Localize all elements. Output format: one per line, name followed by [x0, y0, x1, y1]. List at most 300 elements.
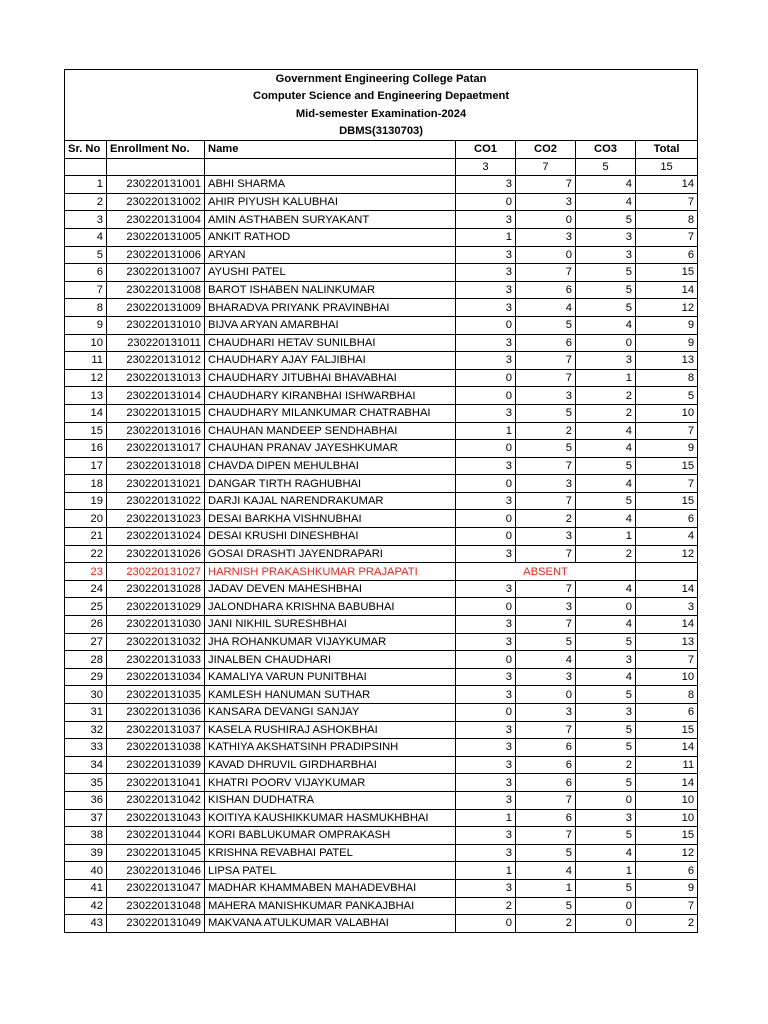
enrollment-cell: 230220131044 — [107, 827, 205, 845]
total-cell: 12 — [636, 299, 698, 317]
col-header-sr: Sr. No — [65, 141, 107, 159]
co3-cell: 0 — [576, 334, 636, 352]
co2-cell: 5 — [516, 440, 576, 458]
enrollment-cell: 230220131030 — [107, 616, 205, 634]
table-row — [65, 827, 698, 845]
enrollment-cell: 230220131039 — [107, 756, 205, 774]
max-co2: 7 — [516, 158, 576, 176]
co2-cell: 3 — [516, 228, 576, 246]
enrollment-cell: 230220131036 — [107, 704, 205, 722]
sr-no-cell: 32 — [65, 721, 107, 739]
table-row — [65, 862, 698, 880]
sr-no-cell: 19 — [65, 492, 107, 510]
enrollment-cell: 230220131004 — [107, 211, 205, 229]
co1-cell: 3 — [456, 580, 516, 598]
enrollment-cell: 230220131013 — [107, 369, 205, 387]
co3-cell: 4 — [576, 316, 636, 334]
table-row — [65, 633, 698, 651]
enrollment-cell: 230220131001 — [107, 176, 205, 194]
name-cell: KRISHNA REVABHAI PATEL — [205, 844, 456, 862]
column-header-row — [65, 141, 698, 159]
co1-cell: 0 — [456, 316, 516, 334]
col-header-co2: CO2 — [516, 141, 576, 159]
name-cell: DARJI KAJAL NARENDRAKUMAR — [205, 492, 456, 510]
total-cell: 10 — [636, 791, 698, 809]
enrollment-cell: 230220131033 — [107, 651, 205, 669]
name-cell: AMIN ASTHABEN SURYAKANT — [205, 211, 456, 229]
sr-no-cell: 18 — [65, 475, 107, 493]
total-cell: 3 — [636, 598, 698, 616]
name-cell: ABHI SHARMA — [205, 176, 456, 194]
col-header-total: Total — [636, 141, 698, 159]
enrollment-cell: 230220131038 — [107, 739, 205, 757]
enrollment-cell: 230220131047 — [107, 879, 205, 897]
total-cell: 6 — [636, 246, 698, 264]
co2-cell: 0 — [516, 246, 576, 264]
enrollment-cell: 230220131005 — [107, 228, 205, 246]
total-cell: 7 — [636, 422, 698, 440]
col-header-co1: CO1 — [456, 141, 516, 159]
co1-cell: 3 — [456, 299, 516, 317]
co3-cell: 0 — [576, 897, 636, 915]
co2-cell: 2 — [516, 915, 576, 933]
co1-cell: 0 — [456, 651, 516, 669]
total-cell: 6 — [636, 510, 698, 528]
co2-cell: 3 — [516, 528, 576, 546]
co3-cell: 4 — [576, 475, 636, 493]
name-cell: CHAUDHARY JITUBHAI BHAVABHAI — [205, 369, 456, 387]
co2-cell: 3 — [516, 668, 576, 686]
max-empty-cell — [65, 158, 107, 176]
name-cell: AYUSHI PATEL — [205, 264, 456, 282]
co2-cell: 0 — [516, 686, 576, 704]
sr-no-cell: 9 — [65, 316, 107, 334]
table-row — [65, 545, 698, 563]
total-cell: 7 — [636, 193, 698, 211]
name-cell: JANI NIKHIL SURESHBHAI — [205, 616, 456, 634]
table-row — [65, 616, 698, 634]
sr-no-cell: 12 — [65, 369, 107, 387]
name-cell: KISHAN DUDHATRA — [205, 791, 456, 809]
co3-cell: 2 — [576, 387, 636, 405]
name-cell: MAKVANA ATULKUMAR VALABHAI — [205, 915, 456, 933]
co3-cell: 4 — [576, 844, 636, 862]
co2-cell: 5 — [516, 633, 576, 651]
co1-cell: 3 — [456, 352, 516, 370]
co2-cell: 6 — [516, 809, 576, 827]
name-cell: GOSAI DRASHTI JAYENDRAPARI — [205, 545, 456, 563]
co3-cell: 0 — [576, 598, 636, 616]
co1-cell: 3 — [456, 686, 516, 704]
college-title: Government Engineering College Patan — [65, 70, 698, 88]
total-cell: 9 — [636, 334, 698, 352]
co3-cell: 5 — [576, 774, 636, 792]
sr-no-cell: 4 — [65, 228, 107, 246]
enrollment-cell: 230220131049 — [107, 915, 205, 933]
co3-cell: 5 — [576, 721, 636, 739]
co3-cell: 3 — [576, 809, 636, 827]
sr-no-cell: 8 — [65, 299, 107, 317]
co1-cell: 3 — [456, 721, 516, 739]
co1-cell: 0 — [456, 440, 516, 458]
max-empty-cell — [107, 158, 205, 176]
co3-cell: 4 — [576, 440, 636, 458]
co2-cell: 7 — [516, 457, 576, 475]
co2-cell: 7 — [516, 545, 576, 563]
co3-cell: 5 — [576, 457, 636, 475]
total-cell: 10 — [636, 404, 698, 422]
table-row — [65, 264, 698, 282]
name-cell: KORI BABLUKUMAR OMPRAKASH — [205, 827, 456, 845]
total-cell: 15 — [636, 457, 698, 475]
sr-no-cell: 24 — [65, 580, 107, 598]
table-row — [65, 809, 698, 827]
name-cell: KAMLESH HANUMAN SUTHAR — [205, 686, 456, 704]
co3-cell: 5 — [576, 633, 636, 651]
enrollment-cell: 230220131041 — [107, 774, 205, 792]
total-cell: 12 — [636, 844, 698, 862]
total-cell: 12 — [636, 545, 698, 563]
co2-cell: 6 — [516, 774, 576, 792]
department-title: Computer Science and Engineering Depaetment — [65, 88, 698, 106]
sr-no-cell: 38 — [65, 827, 107, 845]
co2-cell: 3 — [516, 598, 576, 616]
enrollment-cell: 230220131043 — [107, 809, 205, 827]
enrollment-cell: 230220131046 — [107, 862, 205, 880]
table-row — [65, 774, 698, 792]
sr-no-cell: 27 — [65, 633, 107, 651]
total-cell: 9 — [636, 879, 698, 897]
table-row — [65, 668, 698, 686]
name-cell: DANGAR TIRTH RAGHUBHAI — [205, 475, 456, 493]
co2-cell: 6 — [516, 281, 576, 299]
co1-cell: 3 — [456, 281, 516, 299]
co3-cell: 4 — [576, 510, 636, 528]
sr-no-cell: 30 — [65, 686, 107, 704]
co3-cell: 1 — [576, 528, 636, 546]
co1-cell: 3 — [456, 844, 516, 862]
co1-cell: 0 — [456, 387, 516, 405]
enrollment-cell: 230220131014 — [107, 387, 205, 405]
name-cell: BIJVA ARYAN AMARBHAI — [205, 316, 456, 334]
sr-no-cell: 29 — [65, 668, 107, 686]
co3-cell: 4 — [576, 668, 636, 686]
table-row — [65, 193, 698, 211]
co2-cell: 1 — [516, 879, 576, 897]
co2-cell: 2 — [516, 510, 576, 528]
enrollment-cell: 230220131029 — [107, 598, 205, 616]
total-cell: 9 — [636, 440, 698, 458]
name-cell: BAROT ISHABEN NALINKUMAR — [205, 281, 456, 299]
total-cell: 13 — [636, 633, 698, 651]
name-cell: CHAVDA DIPEN MEHULBHAI — [205, 457, 456, 475]
subject-title: DBMS(3130703) — [65, 123, 698, 141]
co2-cell: 4 — [516, 299, 576, 317]
co1-cell: 0 — [456, 193, 516, 211]
total-cell: 15 — [636, 264, 698, 282]
co3-cell: 5 — [576, 492, 636, 510]
co2-cell: 7 — [516, 721, 576, 739]
table-row — [65, 299, 698, 317]
co1-cell: 3 — [456, 879, 516, 897]
co1-cell: 1 — [456, 809, 516, 827]
table-row — [65, 369, 698, 387]
sr-no-cell: 16 — [65, 440, 107, 458]
name-cell: ANKIT RATHOD — [205, 228, 456, 246]
name-cell: CHAUDHARI HETAV SUNILBHAI — [205, 334, 456, 352]
enrollment-cell: 230220131027 — [107, 563, 205, 581]
table-row — [65, 281, 698, 299]
co2-cell: 5 — [516, 844, 576, 862]
co1-cell: 1 — [456, 862, 516, 880]
co1-cell: 3 — [456, 492, 516, 510]
co3-cell: 3 — [576, 246, 636, 264]
table-row — [65, 457, 698, 475]
name-cell: MAHERA MANISHKUMAR PANKAJBHAI — [205, 897, 456, 915]
co3-cell: 1 — [576, 862, 636, 880]
table-row — [65, 580, 698, 598]
co1-cell: 3 — [456, 791, 516, 809]
co1-cell: 3 — [456, 633, 516, 651]
co2-cell: 7 — [516, 492, 576, 510]
co3-cell: 5 — [576, 686, 636, 704]
total-cell: 7 — [636, 475, 698, 493]
total-cell: 14 — [636, 774, 698, 792]
name-cell: KANSARA DEVANGI SANJAY — [205, 704, 456, 722]
table-row — [65, 791, 698, 809]
sr-no-cell: 22 — [65, 545, 107, 563]
co3-cell: 5 — [576, 739, 636, 757]
enrollment-cell: 230220131021 — [107, 475, 205, 493]
co1-cell: 1 — [456, 228, 516, 246]
co1-cell: 0 — [456, 369, 516, 387]
co3-cell: 3 — [576, 228, 636, 246]
co1-cell: 3 — [456, 756, 516, 774]
sr-no-cell: 36 — [65, 791, 107, 809]
sr-no-cell: 6 — [65, 264, 107, 282]
col-header-enrollment: Enrollment No. — [107, 141, 205, 159]
enrollment-cell: 230220131037 — [107, 721, 205, 739]
co2-cell: 7 — [516, 352, 576, 370]
total-cell: 6 — [636, 862, 698, 880]
total-cell: 10 — [636, 809, 698, 827]
co1-cell: 3 — [456, 404, 516, 422]
sr-no-cell: 25 — [65, 598, 107, 616]
sr-no-cell: 39 — [65, 844, 107, 862]
enrollment-cell: 230220131026 — [107, 545, 205, 563]
table-row — [65, 739, 698, 757]
name-cell: JINALBEN CHAUDHARI — [205, 651, 456, 669]
co2-cell: 3 — [516, 387, 576, 405]
co2-cell: 5 — [516, 404, 576, 422]
total-cell: 2 — [636, 915, 698, 933]
co2-cell: 4 — [516, 862, 576, 880]
table-row — [65, 704, 698, 722]
enrollment-cell: 230220131009 — [107, 299, 205, 317]
co2-cell: 6 — [516, 739, 576, 757]
enrollment-cell: 230220131048 — [107, 897, 205, 915]
sr-no-cell: 5 — [65, 246, 107, 264]
co2-cell: 3 — [516, 704, 576, 722]
co1-cell: 3 — [456, 774, 516, 792]
table-row — [65, 440, 698, 458]
name-cell: CHAUDHARY AJAY FALJIBHAI — [205, 352, 456, 370]
max-total: 15 — [636, 158, 698, 176]
sr-no-cell: 14 — [65, 404, 107, 422]
co3-cell: 0 — [576, 791, 636, 809]
sr-no-cell: 21 — [65, 528, 107, 546]
name-cell: KOITIYA KAUSHIKKUMAR HASMUKHBHAI — [205, 809, 456, 827]
table-row — [65, 176, 698, 194]
co2-cell: 6 — [516, 334, 576, 352]
name-cell: JHA ROHANKUMAR VIJAYKUMAR — [205, 633, 456, 651]
sr-no-cell: 15 — [65, 422, 107, 440]
total-cell: 7 — [636, 228, 698, 246]
name-cell: KAMALIYA VARUN PUNITBHAI — [205, 668, 456, 686]
co3-cell: 4 — [576, 422, 636, 440]
co2-cell: 5 — [516, 316, 576, 334]
table-row — [65, 404, 698, 422]
enrollment-cell: 230220131017 — [107, 440, 205, 458]
enrollment-cell: 230220131032 — [107, 633, 205, 651]
total-cell — [636, 563, 698, 581]
sr-no-cell: 34 — [65, 756, 107, 774]
name-cell: HARNISH PRAKASHKUMAR PRAJAPATI — [205, 563, 456, 581]
total-cell: 14 — [636, 176, 698, 194]
total-cell: 4 — [636, 528, 698, 546]
name-cell: DESAI KRUSHI DINESHBHAI — [205, 528, 456, 546]
name-cell: KHATRI POORV VIJAYKUMAR — [205, 774, 456, 792]
co3-cell: 2 — [576, 404, 636, 422]
enrollment-cell: 230220131022 — [107, 492, 205, 510]
enrollment-cell: 230220131034 — [107, 668, 205, 686]
name-cell: MADHAR KHAMMABEN MAHADEVBHAI — [205, 879, 456, 897]
sr-no-cell: 31 — [65, 704, 107, 722]
co3-cell: 5 — [576, 211, 636, 229]
name-cell: KASELA RUSHIRAJ ASHOKBHAI — [205, 721, 456, 739]
table-row — [65, 334, 698, 352]
co2-cell: 2 — [516, 422, 576, 440]
co3-cell: 4 — [576, 193, 636, 211]
co1-cell: 0 — [456, 528, 516, 546]
co3-cell: 3 — [576, 704, 636, 722]
table-row — [65, 686, 698, 704]
sr-no-cell: 43 — [65, 915, 107, 933]
co3-cell: 5 — [576, 281, 636, 299]
enrollment-cell: 230220131010 — [107, 316, 205, 334]
sr-no-cell: 10 — [65, 334, 107, 352]
co3-cell: 5 — [576, 299, 636, 317]
total-cell: 15 — [636, 827, 698, 845]
co1-cell: 3 — [456, 457, 516, 475]
co1-cell: 2 — [456, 897, 516, 915]
col-header-co3: CO3 — [576, 141, 636, 159]
table-row — [65, 528, 698, 546]
co3-cell: 5 — [576, 827, 636, 845]
co1-cell: 3 — [456, 334, 516, 352]
co1-cell: 0 — [456, 915, 516, 933]
name-cell: CHAUHAN MANDEEP SENDHABHAI — [205, 422, 456, 440]
enrollment-cell: 230220131045 — [107, 844, 205, 862]
enrollment-cell: 230220131042 — [107, 791, 205, 809]
name-cell: CHAUDHARY KIRANBHAI ISHWARBHAI — [205, 387, 456, 405]
table-row — [65, 598, 698, 616]
co3-cell: 2 — [576, 545, 636, 563]
table-row — [65, 316, 698, 334]
enrollment-cell: 230220131035 — [107, 686, 205, 704]
co2-cell: 7 — [516, 369, 576, 387]
co1-cell: 0 — [456, 704, 516, 722]
table-row — [65, 422, 698, 440]
total-cell: 8 — [636, 369, 698, 387]
table-row — [65, 492, 698, 510]
sr-no-cell: 35 — [65, 774, 107, 792]
enrollment-cell: 230220131018 — [107, 457, 205, 475]
co3-cell: 5 — [576, 264, 636, 282]
col-header-name: Name — [205, 141, 456, 159]
co2-cell: 7 — [516, 791, 576, 809]
enrollment-cell: 230220131015 — [107, 404, 205, 422]
co3-cell: 3 — [576, 651, 636, 669]
co3-cell: 4 — [576, 616, 636, 634]
enrollment-cell: 230220131007 — [107, 264, 205, 282]
total-cell: 5 — [636, 387, 698, 405]
sr-no-cell: 7 — [65, 281, 107, 299]
table-row — [65, 475, 698, 493]
name-cell: KAVAD DHRUVIL GIRDHARBHAI — [205, 756, 456, 774]
table-row — [65, 756, 698, 774]
co2-cell: 7 — [516, 827, 576, 845]
total-cell: 9 — [636, 316, 698, 334]
name-cell: CHAUDHARY MILANKUMAR CHATRABHAI — [205, 404, 456, 422]
max-marks-row — [65, 158, 698, 176]
name-cell: BHARADVA PRIYANK PRAVINBHAI — [205, 299, 456, 317]
sr-no-cell: 33 — [65, 739, 107, 757]
co2-cell: 7 — [516, 176, 576, 194]
table-row — [65, 563, 698, 581]
sr-no-cell: 26 — [65, 616, 107, 634]
sr-no-cell: 13 — [65, 387, 107, 405]
enrollment-cell: 230220131002 — [107, 193, 205, 211]
table-row — [65, 879, 698, 897]
sr-no-cell: 37 — [65, 809, 107, 827]
table-row — [65, 228, 698, 246]
total-cell: 15 — [636, 492, 698, 510]
table-row — [65, 844, 698, 862]
sr-no-cell: 1 — [65, 176, 107, 194]
total-cell: 14 — [636, 739, 698, 757]
max-empty-cell — [205, 158, 456, 176]
co2-cell: 7 — [516, 616, 576, 634]
name-cell: CHAUHAN PRANAV JAYESHKUMAR — [205, 440, 456, 458]
sr-no-cell: 20 — [65, 510, 107, 528]
co1-cell: 0 — [456, 598, 516, 616]
max-co3: 5 — [576, 158, 636, 176]
name-cell: JALONDHARA KRISHNA BABUBHAI — [205, 598, 456, 616]
total-cell: 14 — [636, 580, 698, 598]
enrollment-cell: 230220131006 — [107, 246, 205, 264]
co1-cell: 3 — [456, 264, 516, 282]
exam-title: Mid-semester Examination-2024 — [65, 105, 698, 123]
co1-cell: 3 — [456, 827, 516, 845]
co2-cell: 7 — [516, 580, 576, 598]
total-cell: 8 — [636, 211, 698, 229]
name-cell: LIPSA PATEL — [205, 862, 456, 880]
co1-cell: 3 — [456, 545, 516, 563]
co3-cell: 2 — [576, 756, 636, 774]
table-row — [65, 352, 698, 370]
table-row — [65, 651, 698, 669]
